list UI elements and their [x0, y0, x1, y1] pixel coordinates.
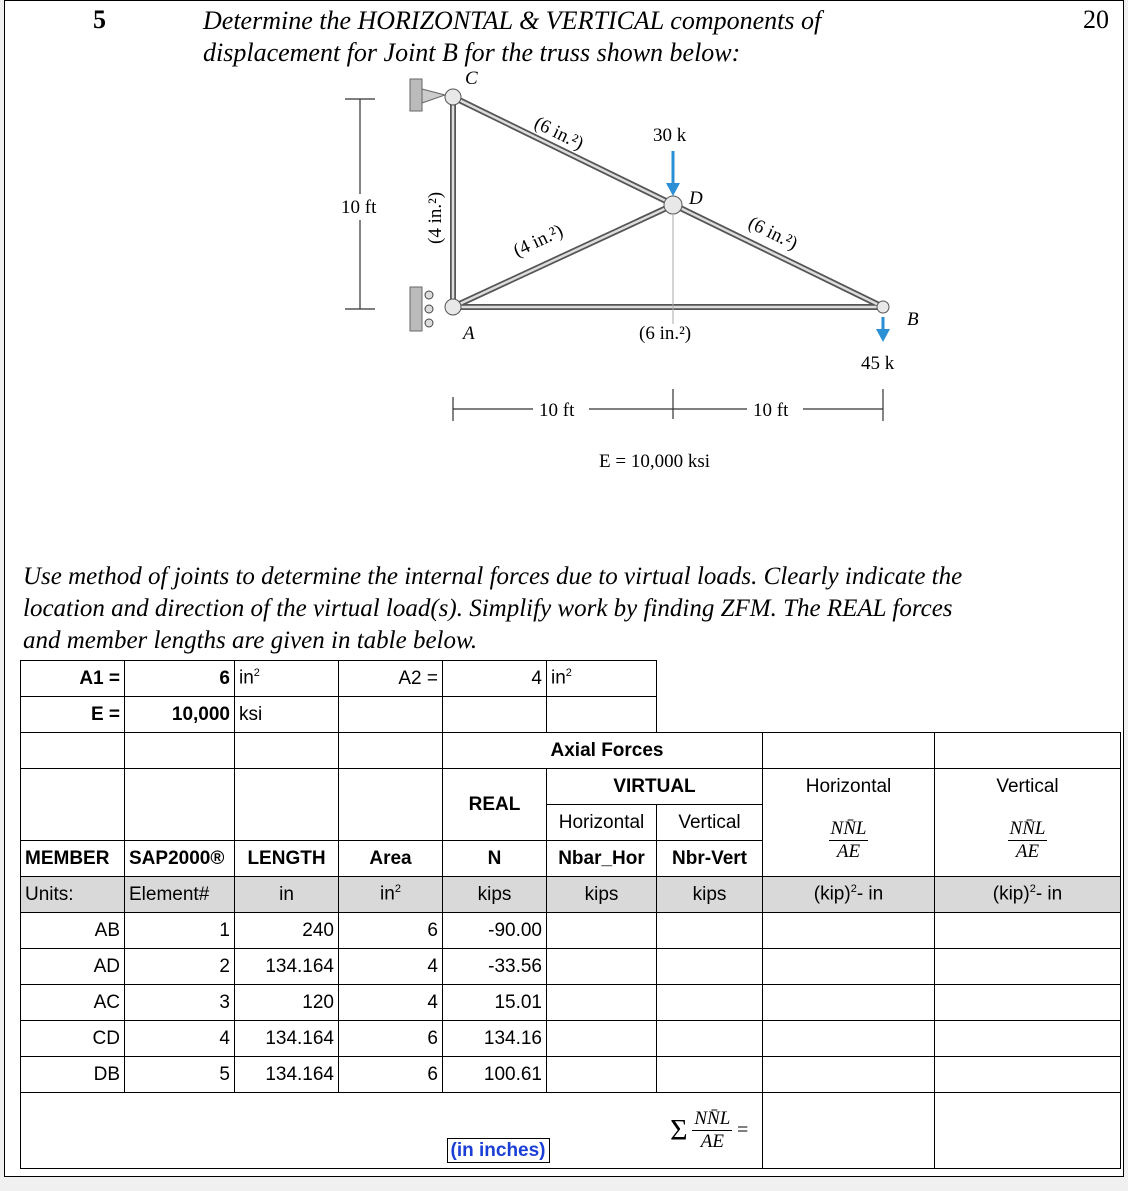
units-h-energy: (kip)	[813, 883, 851, 905]
units-h-energy-cell: (kip)$^2$- in	[763, 877, 935, 913]
member-area: 4	[339, 949, 443, 985]
element-number: 1	[125, 913, 235, 949]
vertical-fraction	[1008, 818, 1048, 863]
instructions-line-2: location and direction of the virtual load(s). Simplify work by finding ZFM. The REAL forces	[23, 595, 953, 622]
real-force[interactable]: -90.00	[443, 913, 547, 949]
table-row	[21, 949, 1121, 985]
area-label-cd: (6 in.²)	[530, 112, 587, 155]
a1-value: 6	[125, 661, 235, 697]
truss-diagram	[305, 69, 925, 509]
instructions-line-3: and member lengths are given in table below.	[23, 627, 478, 654]
fraction-numerator: NN̄L	[830, 817, 867, 839]
joint-a	[445, 299, 461, 315]
support-a-roller-3	[425, 319, 433, 327]
blank-cell	[235, 733, 339, 769]
header-row-sub	[21, 805, 1121, 841]
nbar-vert-input[interactable]	[657, 1057, 763, 1093]
instructions-line-1: Use method of joints to determine the internal forces due to virtual loads. Clearly indicate the	[23, 563, 963, 590]
blank-cell	[125, 805, 235, 841]
label-joint-b: B	[907, 309, 919, 330]
fraction-numerator: NN̄L	[1009, 817, 1046, 839]
blank-cell	[339, 697, 443, 733]
member-length: 134.164	[235, 1057, 339, 1093]
blank-cell	[235, 805, 339, 841]
col-area: Area	[339, 841, 443, 877]
real-force[interactable]: 100.61	[443, 1057, 547, 1093]
question-prompt	[203, 5, 963, 69]
real-force[interactable]: -33.56	[443, 949, 547, 985]
v-energy-input[interactable]	[935, 985, 1121, 1021]
prompt-line-1: Determine the HORIZONTAL & VERTICAL components of	[203, 6, 822, 35]
in-inches-cell	[443, 1093, 657, 1169]
axial-forces-header: Axial Forces	[547, 733, 763, 769]
support-a-wall	[410, 287, 422, 331]
area-label-ad: (4 in.²)	[510, 220, 567, 262]
label-joint-d: D	[689, 188, 703, 209]
virtual-horizontal-subheader: Horizontal	[547, 805, 657, 841]
h-energy-input[interactable]	[763, 985, 935, 1021]
header-row-virtual	[21, 769, 1121, 805]
load-arrow-b-head	[876, 329, 890, 342]
summation-label-cell	[657, 1093, 763, 1169]
virtual-vertical-subheader: Vertical	[657, 805, 763, 841]
e-unit: ksi	[235, 697, 339, 733]
v-sum-input[interactable]	[935, 1093, 1121, 1169]
nbar-vert-input[interactable]	[657, 913, 763, 949]
col-sap: SAP2000®	[125, 841, 235, 877]
height-dim-label: 10 ft	[341, 197, 377, 218]
load-label-b: 45 k	[861, 353, 895, 374]
blank-cell	[763, 733, 935, 769]
real-header: REAL	[443, 769, 547, 841]
element-number: 3	[125, 985, 235, 1021]
member-area: 6	[339, 1021, 443, 1057]
units-hor: kips	[547, 877, 657, 913]
table-row	[21, 1057, 1121, 1093]
element-number: 2	[125, 949, 235, 985]
col-n: N	[443, 841, 547, 877]
horizontal-fraction-cell	[763, 805, 935, 877]
real-force[interactable]: 15.01	[443, 985, 547, 1021]
header-row-axial	[21, 733, 1121, 769]
blank-cell	[339, 733, 443, 769]
nbar-hor-input[interactable]	[547, 949, 657, 985]
fraction-denominator: AE	[700, 1131, 724, 1152]
units-label: Units:	[21, 877, 125, 913]
vertical-fraction-cell	[935, 805, 1121, 877]
blank-cell	[125, 733, 235, 769]
col-length: LENGTH	[235, 841, 339, 877]
label-joint-a: A	[463, 323, 475, 344]
load-label-d: 30 k	[653, 125, 687, 146]
sum-equals: =	[737, 1119, 749, 1141]
v-energy-input[interactable]	[935, 1057, 1121, 1093]
units-area: in	[380, 883, 395, 905]
a1-label: A1 =	[21, 661, 125, 697]
h-energy-input[interactable]	[763, 949, 935, 985]
modulus-row	[21, 697, 1121, 733]
member-area: 6	[339, 1057, 443, 1093]
table-row	[21, 985, 1121, 1021]
member-length: 240	[235, 913, 339, 949]
nbar-hor-input[interactable]	[547, 985, 657, 1021]
blank-cell	[21, 1093, 443, 1169]
units-element: Element#	[125, 877, 235, 913]
units-vert: kips	[657, 877, 763, 913]
real-force[interactable]: 134.16	[443, 1021, 547, 1057]
load-arrow-d-head	[666, 183, 680, 196]
element-number: 4	[125, 1021, 235, 1057]
blank-cell	[235, 769, 339, 805]
support-a-roller-2	[425, 305, 433, 313]
member-name: DB	[21, 1057, 125, 1093]
nbar-vert-input[interactable]	[657, 985, 763, 1021]
modulus-label: E = 10,000 ksi	[599, 451, 710, 472]
e-value: 10,000	[125, 697, 235, 733]
blank-cell	[657, 697, 763, 733]
blank-cell	[657, 661, 763, 697]
vertical-energy-header: Vertical	[935, 769, 1121, 805]
nbar-hor-input[interactable]	[547, 1021, 657, 1057]
h-sum-input[interactable]	[763, 1093, 935, 1169]
horizontal-fraction	[829, 818, 869, 863]
in-inches-note: (in inches)	[447, 1138, 550, 1163]
instructions	[23, 561, 1113, 657]
support-a-roller-1	[425, 291, 433, 299]
v-energy-input[interactable]	[935, 949, 1121, 985]
virtual-header: VIRTUAL	[547, 769, 763, 805]
table-row	[21, 913, 1121, 949]
a2-unit: in	[551, 667, 566, 689]
span1-label: 10 ft	[539, 400, 575, 421]
support-c-wall	[410, 79, 422, 111]
units-row	[21, 877, 1121, 913]
v-energy-input[interactable]	[935, 1021, 1121, 1057]
units-length: in	[235, 877, 339, 913]
member-ad-highlight	[453, 205, 673, 307]
horizontal-energy-header: Horizontal	[763, 769, 935, 805]
member-name: CD	[21, 1021, 125, 1057]
h-energy-input[interactable]	[763, 913, 935, 949]
joint-b	[877, 301, 889, 313]
blank-cell	[339, 769, 443, 805]
support-c-pin	[422, 89, 445, 103]
blank-cell	[21, 769, 125, 805]
fraction-numerator: NN̄L	[694, 1108, 731, 1129]
question-number: 5	[93, 5, 106, 34]
nbar-vert-input[interactable]	[657, 1021, 763, 1057]
units-v-energy: (kip)	[992, 883, 1030, 905]
col-nbar-hor: Nbar_Hor	[547, 841, 657, 877]
member-length: 134.164	[235, 1021, 339, 1057]
summation-row	[21, 1093, 1121, 1169]
a2-value: 4	[443, 661, 547, 697]
prompt-line-2: displacement for Joint B for the truss shown below:	[203, 38, 741, 67]
element-number: 5	[125, 1057, 235, 1093]
member-area: 6	[339, 913, 443, 949]
e-label: E =	[21, 697, 125, 733]
member-name: AD	[21, 949, 125, 985]
fraction-denominator: AE	[836, 840, 861, 862]
span2-label: 10 ft	[753, 400, 789, 421]
blank-cell	[443, 733, 547, 769]
label-joint-c: C	[465, 69, 478, 89]
blank-cell	[935, 697, 1121, 733]
area-constants-row	[21, 661, 1121, 697]
nbar-vert-input[interactable]	[657, 949, 763, 985]
a1-unit: in	[239, 667, 254, 689]
area-label-ab: (6 in.²)	[639, 323, 692, 344]
h-energy-input[interactable]	[763, 1057, 935, 1093]
question-points: 20	[1083, 5, 1109, 34]
member-area: 4	[339, 985, 443, 1021]
blank-cell	[125, 769, 235, 805]
member-length: 120	[235, 985, 339, 1021]
a1-unit-cell: $in^2$	[235, 661, 339, 697]
units-area-cell: $in^2$	[339, 877, 443, 913]
blank-cell	[443, 697, 547, 733]
member-length: 134.164	[235, 949, 339, 985]
fraction-denominator: AE	[1015, 840, 1040, 862]
blank-cell	[763, 661, 935, 697]
blank-cell	[21, 805, 125, 841]
sum-symbol: Σ	[670, 1113, 688, 1147]
member-name: AB	[21, 913, 125, 949]
a2-unit-cell: $in^2$	[547, 661, 657, 697]
nbar-hor-input[interactable]	[547, 913, 657, 949]
joint-c	[445, 89, 461, 105]
units-h-energy-tail: - in	[856, 883, 884, 905]
member-force-table	[20, 660, 1121, 1169]
units-real: kips	[443, 877, 547, 913]
blank-cell	[339, 805, 443, 841]
units-v-energy-tail: - in	[1035, 883, 1063, 905]
sum-fraction	[692, 1108, 732, 1153]
joint-d	[664, 196, 682, 214]
blank-cell	[547, 697, 657, 733]
table-row	[21, 1021, 1121, 1057]
blank-cell	[21, 733, 125, 769]
v-energy-input[interactable]	[935, 913, 1121, 949]
blank-cell	[763, 697, 935, 733]
units-v-energy-cell: (kip)$^2$- in	[935, 877, 1121, 913]
blank-cell	[935, 661, 1121, 697]
h-energy-input[interactable]	[763, 1021, 935, 1057]
col-nbar-vert: Nbr-Vert	[657, 841, 763, 877]
area-label-ac: (4 in.²)	[425, 191, 446, 244]
a2-label: A2 =	[339, 661, 443, 697]
blank-cell	[935, 733, 1121, 769]
area-label-db: (6 in.²)	[744, 212, 801, 255]
col-member: MEMBER	[21, 841, 125, 877]
nbar-hor-input[interactable]	[547, 1057, 657, 1093]
member-name: AC	[21, 985, 125, 1021]
